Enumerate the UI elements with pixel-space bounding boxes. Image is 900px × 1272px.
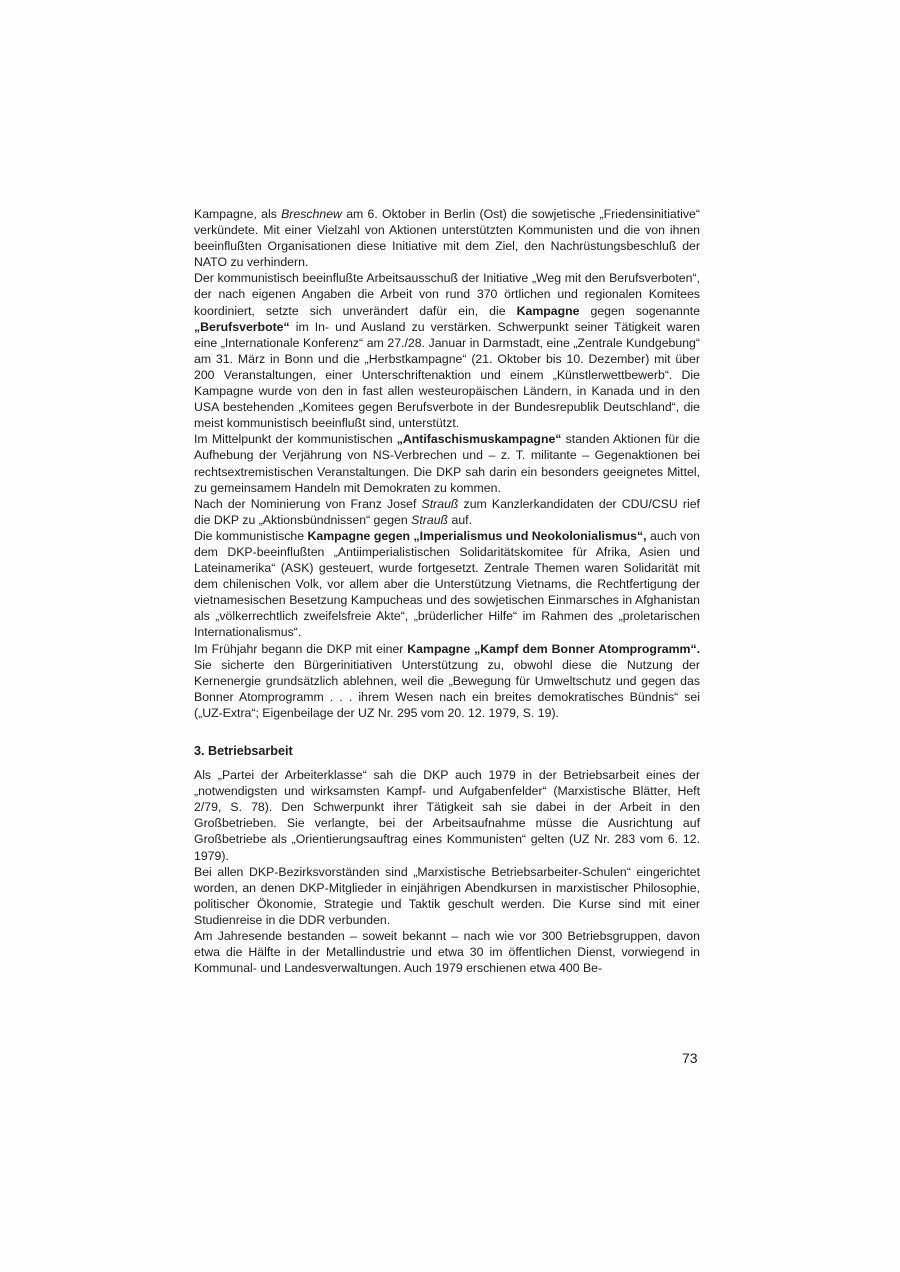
- text-run: Bei allen DKP-Bezirksvorständen sind „Marxistische Betriebsarbeiter-Schulen“ eingerichtet worden, an denen DKP-Mitglieder in einjährigen Abendkursen in marxistischer Philosophie, politischer Ökonomie, Strategie und Taktik geschult werden. Die Kurse sind mit einer Studienreise in die DDR verbunden.: [194, 864, 700, 927]
- bold-text: Kampagne gegen „Imperialismus und Neokolonialismus“,: [307, 528, 647, 543]
- italic-text: Strauß: [411, 512, 449, 527]
- text-run: Als „Partei der Arbeiterklasse“ sah die DKP auch 1979 in der Betriebsarbeit eines der „notwendigsten und wirksamsten Kampf- und Aufgabenfelder“ (Marxistische Blätter, Heft 2/79, S. 78). Den Schwerpunkt ihrer Tätigkeit sah sie dabei in der Arbeit in den Großbetrieben. Sie verlangte, bei der Arbeitsaufnahme müsse die Ausrichtung auf Großbetriebe als „Orientierungsauftrag eines Kommunisten“ gelten (UZ Nr. 283 vom 6. 12. 1979).: [194, 768, 700, 863]
- bold-text: „Berufsverbote“: [194, 319, 290, 334]
- text-run: auch von dem DKP-beeinflußten „Antiimperialistischen Solidaritätskomitee für Afrika, Asien und Lateinamerika“ (ASK) gesteuert, wurde fortgesetzt. Zentrale Themen waren Solidarität mit dem chilenischen Volk, vor allem aber die Unterstützung Vietnams, die Rechtfertigung der vietnamesischen Besetzung Kampucheas und des sowjetischen Einmarsches in Afghanistan als „völkerrechtlich zweifelsfreie Akte“, „brüderlicher Hilfe“ im Rahmen des „proletarischen Internationalismus“.: [194, 528, 700, 640]
- text-run: zum Kanzlerkandidaten der CDU/CSU rief die DKP zu „Aktionsbündnissen“ gegen: [194, 496, 700, 527]
- paragraph: [194, 641, 700, 721]
- section-heading: 3. Betriebsarbeit: [194, 744, 293, 758]
- bold-text: Kampagne: [516, 303, 580, 318]
- text-run: Der kommunistisch beeinflußte Arbeitsausschuß der Initiative „Weg mit den Berufsverboten“, der nach eigenen Angaben die Arbeit von rund 370 örtlichen und regionalen Komitees koordiniert, setzte sich unverändert dafür ein, die: [194, 271, 700, 318]
- text-run: Kampagne, als: [194, 207, 282, 221]
- bold-text: „Antifaschismuskampagne“: [396, 432, 562, 447]
- paragraph: [194, 864, 700, 928]
- section-spacer: [194, 721, 700, 743]
- text-run: Am Jahresende bestanden – soweit bekannt – nach wie vor 300 Betriebsgruppen, davon etwa die Hälfte in der Metallindustrie und etwa 30 im öffentlichen Dienst, vorwiegend in Kommunal- und Landesverwaltungen. Auch 1979 erschienen etwa 400 Be-: [194, 929, 700, 976]
- paragraph: [194, 928, 700, 976]
- paragraph: [194, 431, 700, 495]
- text-run: im In- und Ausland zu verstärken. Schwerpunkt seiner Tätigkeit waren eine „Internationale Konferenz“ am 27./28. Januar in Darmstadt, eine „Zentrale Kundgebung“ am 31. März in Bonn und die „Herbstkampagne“ (21. Oktober bis 10. Dezember) mit über 200 Veranstaltungen, einer Unterschriftenaktion und einem „Künstlerwettbewerb“. Die Kampagne wurde von den in fast allen westeuropäischen Ländern, in Kanada und in den USA bestehenden „Komitees gegen Berufsverbote in der Bundesrepublik Deutschland“, die meist kommunistisch beeinflußt sind, unterstützt.: [194, 319, 700, 431]
- text-run: gegen sogenannte: [579, 303, 700, 318]
- body-text: [194, 206, 700, 976]
- paragraph: [194, 496, 700, 528]
- paragraph: [194, 270, 700, 431]
- text-run: Die kommunistische: [194, 528, 308, 543]
- text-run: auf.: [448, 512, 472, 527]
- paragraph: [194, 206, 700, 270]
- text-run: Im Mittelpunkt der kommunistischen: [194, 432, 397, 447]
- text-run: am 6. Oktober in Berlin (Ost) die sowjetische „Friedensinitiative“ verkündete. Mit einer Vielzahl von Aktionen unterstützten Kommunisten und die von ihnen beeinflußten Organisationen diese Initiative mit dem Ziel, den Nachrüstungsbeschluß der NATO zu verhindern.: [194, 207, 700, 270]
- paragraph: [194, 767, 700, 864]
- text-run: Sie sicherte den Bürgerinitiativen Unterstützung zu, obwohl diese die Nutzung der Kernenergie grundsätzlich ablehnen, weil die „Bewegung für Umweltschutz und gegen das Bonner Atomprogramm . . . ihrem Wesen nach ein breites demokratisches Bündnis“ sei („UZ-Extra“; Eigenbeilage der UZ Nr. 295 vom 20. 12. 1979, S. 19).: [194, 657, 700, 720]
- italic-text: Strauß: [421, 496, 459, 511]
- paragraph: [194, 528, 700, 641]
- heading-spacer: [194, 759, 700, 767]
- text-run: Im Frühjahr begann die DKP mit einer: [194, 641, 408, 656]
- text-run: standen Aktionen für die Aufhebung der Verjährung von NS-Verbrechen und – z. T. militante – Gegenaktionen bei rechtsextremistischen Veranstaltungen. Die DKP sah darin ein besonders geeignetes Mittel, zu gemeinsamem Handeln mit Demokraten zu kommen.: [194, 432, 700, 495]
- page-number: 73: [682, 1050, 698, 1066]
- text-run: Nach der Nominierung von Franz Josef: [194, 496, 422, 511]
- italic-text: Breschnew: [281, 207, 342, 221]
- bold-text: Kampagne „Kampf dem Bonner Atomprogramm“.: [407, 641, 701, 656]
